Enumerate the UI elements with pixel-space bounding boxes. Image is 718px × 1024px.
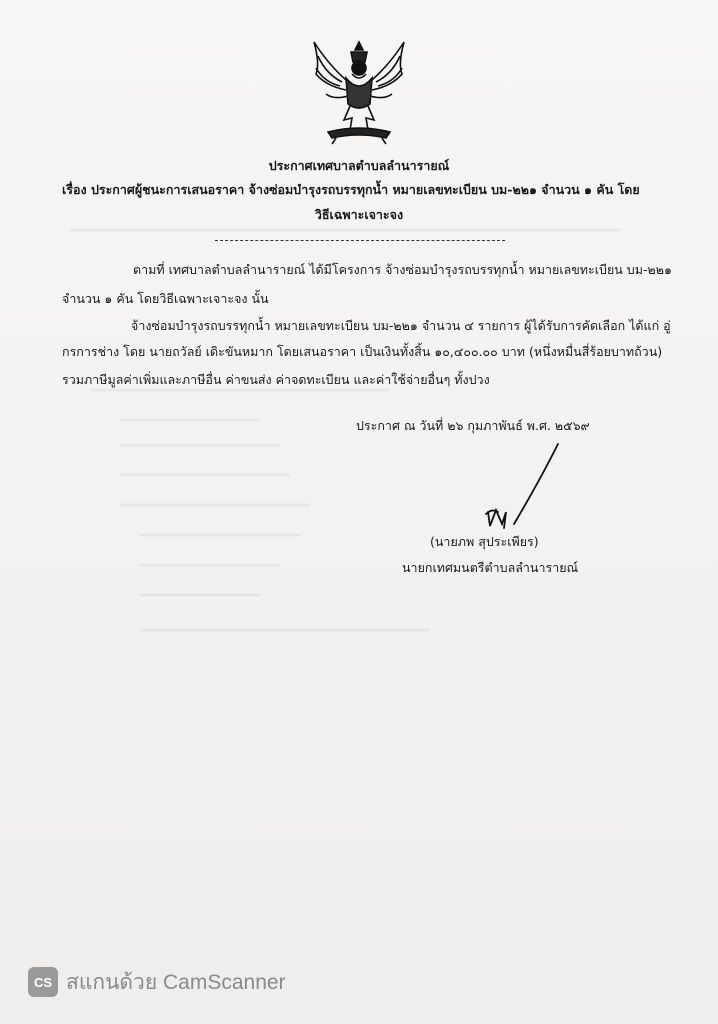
title-divider (215, 240, 505, 241)
paragraph-1-line-1: ตามที่ เทศบาลตำบลลำนารายณ์ ได้มีโครงการ จ้างซ่อมบำรุงรถบรรทุกน้ำ หมายเลขทะเบียน บม-๒๒๑ (133, 262, 672, 277)
camscanner-text: สแกนด้วย CamScanner (66, 970, 286, 994)
bleed-through-texture (60, 220, 663, 660)
signatory-name: (นายภพ สุประเพียร) (430, 534, 539, 549)
paragraph-2-line-1: จ้างซ่อมบำรุงรถบรรทุกน้ำ หมายเลขทะเบียน บม-๒๒๑ จำนวน ๔ รายการ ผู้ได้รับการคัดเลือก ได้แก่ อู่ (131, 318, 671, 333)
camscanner-logo-icon: CS (28, 967, 58, 997)
subject-line-1: เรื่อง ประกาศผู้ชนะการเสนอราคา จ้างซ่อมบำรุงรถบรรทุกน้ำ หมายเลขทะเบียน บม-๒๒๑ จำนวน ๑ คัน โดย (62, 182, 640, 197)
handwritten-signature (480, 440, 570, 532)
subject-line-2: วิธีเฉพาะเจาะจง (314, 207, 404, 222)
camscanner-watermark (28, 966, 286, 998)
paragraph-2-line-2: กรการช่าง โดย นายถวัลย์ เดิะขันหมาก โดยเสนอราคา เป็นเงินทั้งสิ้น ๑๐,๔๐๐.๐๐ บาท (หนึ่งหมื่นสี่ร้อยบาทถ้วน) (62, 344, 663, 359)
signatory-title: นายกเทศมนตรีตำบลลำนารายณ์ (402, 560, 579, 575)
paragraph-2-line-3: รวมภาษีมูลค่าเพิ่มและภาษีอื่น ค่าขนส่ง ค่าจดทะเบียน และค่าใช้จ่ายอื่นๆ ทั้งปวง (62, 372, 490, 387)
announce-date: ประกาศ ณ วันที่ ๒๖ กุมภาพันธ์ พ.ศ. ๒๕๖๙ (356, 418, 590, 433)
paragraph-1-line-2: จำนวน ๑ คัน โดยวิธีเฉพาะเจาะจง นั้น (62, 291, 269, 306)
announcement-title: ประกาศเทศบาลตำบลลำนารายณ์ (268, 158, 450, 173)
garuda-emblem-icon (306, 34, 412, 146)
